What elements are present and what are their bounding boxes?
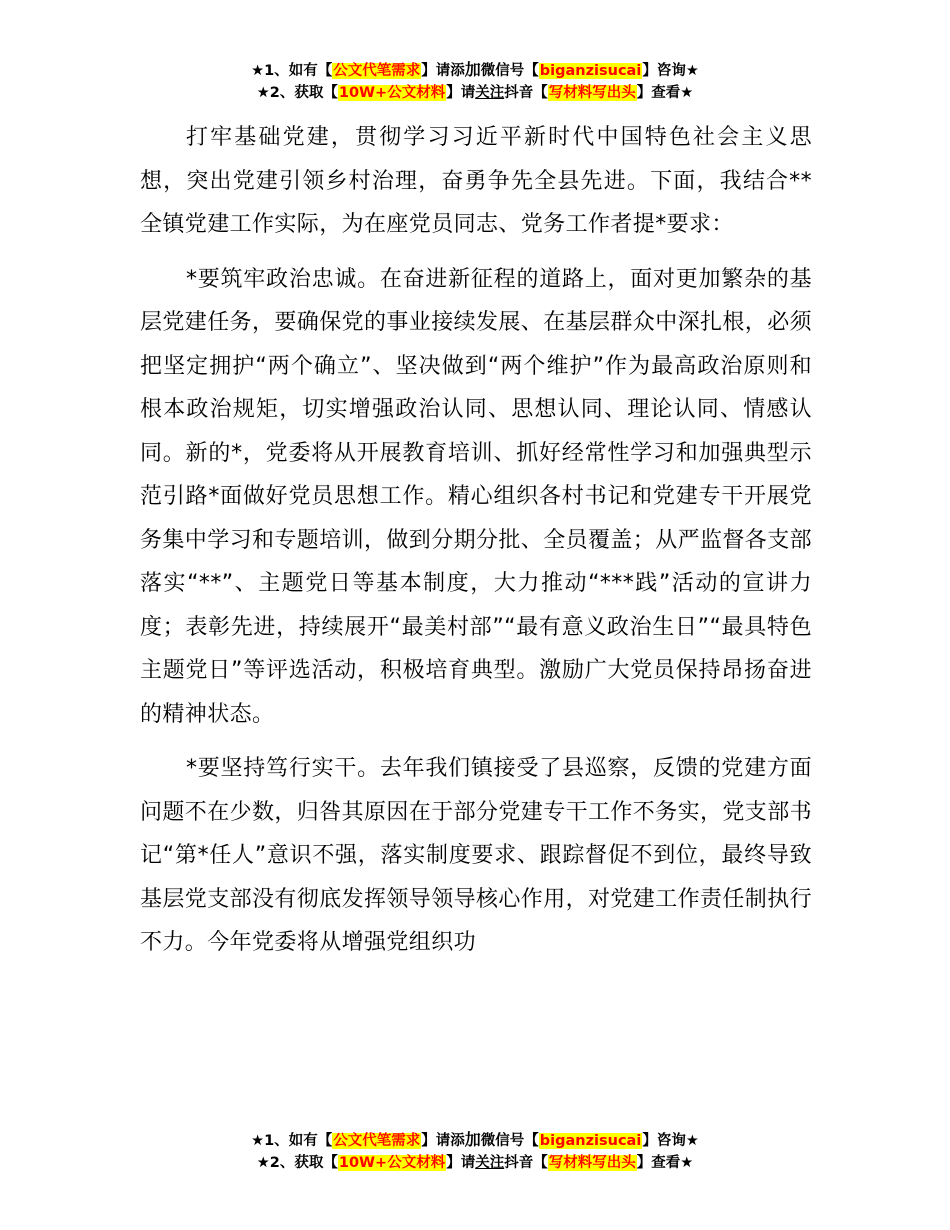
banner-line-1: ★1、如有【公文代笔需求】请添加微信号【biganzisucai】咨询★ <box>251 1130 699 1149</box>
highlight-ghostwriting: 公文代笔需求 <box>333 63 421 79</box>
highlight-wechat-id: biganzisucai <box>539 63 642 79</box>
banner-line-2: ★2、获取【10W+公文材料】请关注抖音【写材料写出头】查看★ <box>256 85 694 101</box>
paragraph-practical-work: *要坚持笃行实干。去年我们镇接受了县巡察，反馈的党建方面问题不在少数，归咎其原因在于部分党建专干工作不务实，党支部书记“第*任人”意识不强，落实制度要求、跟踪督促不到位，最终导致基层党支部没有彻底发挥领导领导核心作用，对党建工作责任制执行不力。今年党委将从增强党组织功 <box>140 756 813 955</box>
highlight-materials: 10W+公文材料 <box>338 85 446 101</box>
banner-line-2: ★2、获取【10W+公文材料】请关注抖音【写材料写出头】查看★ <box>256 1155 694 1171</box>
footer-banner <box>0 1129 950 1174</box>
highlight-douyin: 写材料写出头 <box>548 85 636 101</box>
header-banner <box>0 59 950 104</box>
highlight-ghostwriting: 公文代笔需求 <box>333 1133 421 1149</box>
paragraph-intro: 打牢基础党建，贯彻学习习近平新时代中国特色社会主义思想，突出党建引领乡村治理，奋勇争先全县先进。下面，我结合**全镇党建工作实际，为在座党员同志、党务工作者提*要求： <box>140 125 812 237</box>
paragraph-political-loyalty: *要筑牢政治忠诚。在奋进新征程的道路上，面对更加繁杂的基层党建任务，要确保党的事业接续发展、在基层群众中深扎根，必须把坚定拥护“两个确立”、坚决做到“两个维护”作为最高政治原则和根本政治规矩，切实增强政治认同、思想认同、理论认同、情感认同。新的*，党委将从开展教育培训、抓好经常性学习和加强典型示范引路*面做好党员思想工作。精心组织各村书记和党建专干开展党务集中学习和专题培训，做到分期分批、全员覆盖；从严监督各支部落实“**”、主题党日等基本制度，大力推动“***践”活动的宣讲力度；表彰先进，持续展开“最美村部”“最有意义政治生日”“最具特色主题党日”等评选活动，积极培育典型。激励广大党员保持昂扬奋进的精神状态。 <box>140 266 813 727</box>
banner-line-1: ★1、如有【公文代笔需求】请添加微信号【biganzisucai】咨询★ <box>251 60 699 79</box>
highlight-douyin: 写材料写出头 <box>548 1155 636 1171</box>
document-body <box>140 116 812 976</box>
highlight-materials: 10W+公文材料 <box>338 1155 446 1171</box>
highlight-wechat-id: biganzisucai <box>539 1133 642 1149</box>
